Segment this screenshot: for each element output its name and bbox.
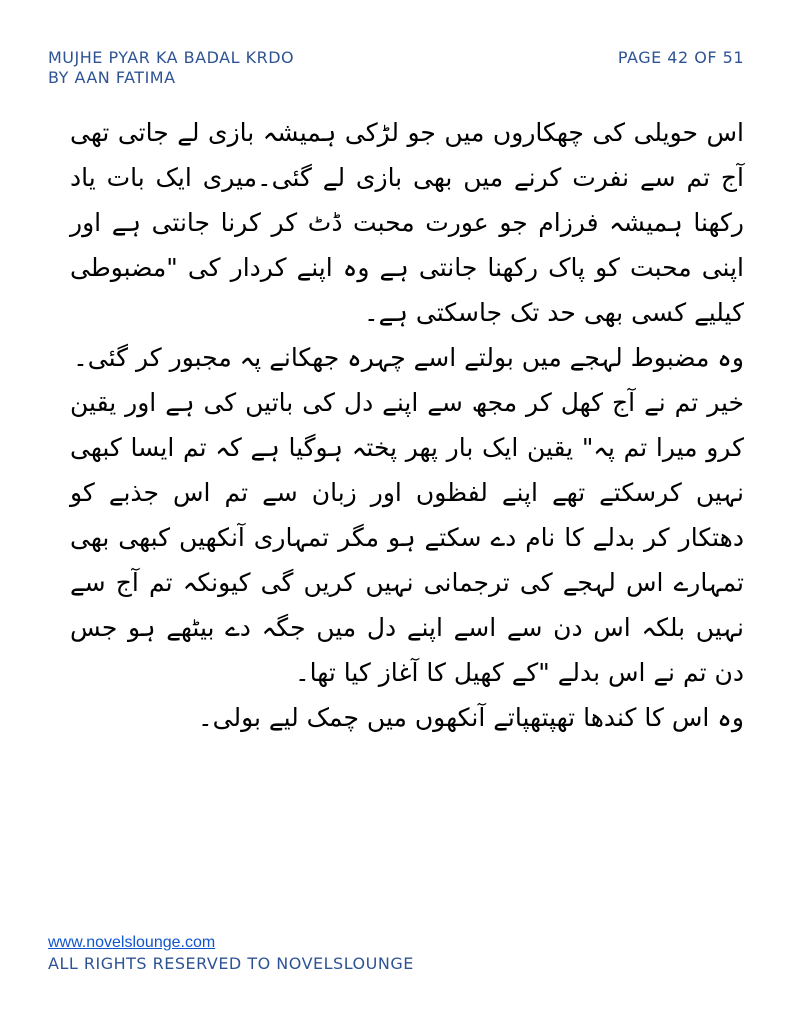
paragraph-2: وہ مضبوط لہجے میں بولتے اسے چہرہ جھکانے پہ مجبور کر گئی۔: [73, 343, 744, 372]
paragraph-1: اس حویلی کی چھکاروں میں جو لڑکی ہمیشہ بازی لے جاتی تھی آج تم سے نفرت کرنے میں بھی بازی لے گئی۔میری ایک بات یاد رکھنا ہمیشہ فرزام جو عورت محبت ڈٹ کر کرنا جانتی ہے اور اپنی محبت کو پاک رکھنا جانتی ہے وہ اپنے کردار کی "مضبوطی کیلیے کسی بھی حد تک جاسکتی ہے۔: [70, 118, 744, 327]
novel-title: MUJHE PYAR KA BADAL KRDO: [48, 48, 295, 67]
paragraph-3: خیر تم نے آج کھل کر مجھ سے اپنے دل کی باتیں کی ہے اور یقین کرو میرا تم پہ" یقین ایک بار پھر پختہ ہوگیا ہے کہ تم ایسا کبھی نہیں کرسکتے تھے اپنے لفظوں اور زبان سے تم اس جذبے کو دھتکار کر بدلے کا نام دے سکتے ہو مگر تمہاری آنکھیں کبھی بھی تمہارے اس لہجے کی ترجمانی نہیں کریں گی کیونکہ تم آج سے نہیں بلکہ اس دن سے اسے اپنے دل میں جگہ دے بیٹھے ہو جس دن تم نے اس بدلے "کے کھیل کا آغاز کیا تھا۔: [70, 388, 744, 687]
novel-author: BY AAN FATIMA: [48, 68, 176, 87]
page-number: PAGE 42 OF 51: [617, 48, 744, 67]
paragraph-4: وہ اس کا کندھا تھپتھپاتے آنکھوں میں چمک لیے بولی۔: [198, 703, 744, 732]
rights-notice: ALL RIGHTS RESERVED TO NOVELSLOUNGE: [48, 954, 414, 973]
website-link[interactable]: www.novelslounge.com: [48, 934, 216, 951]
header-title-block: [48, 48, 428, 88]
footer: [48, 933, 414, 975]
story-text: [70, 110, 744, 740]
